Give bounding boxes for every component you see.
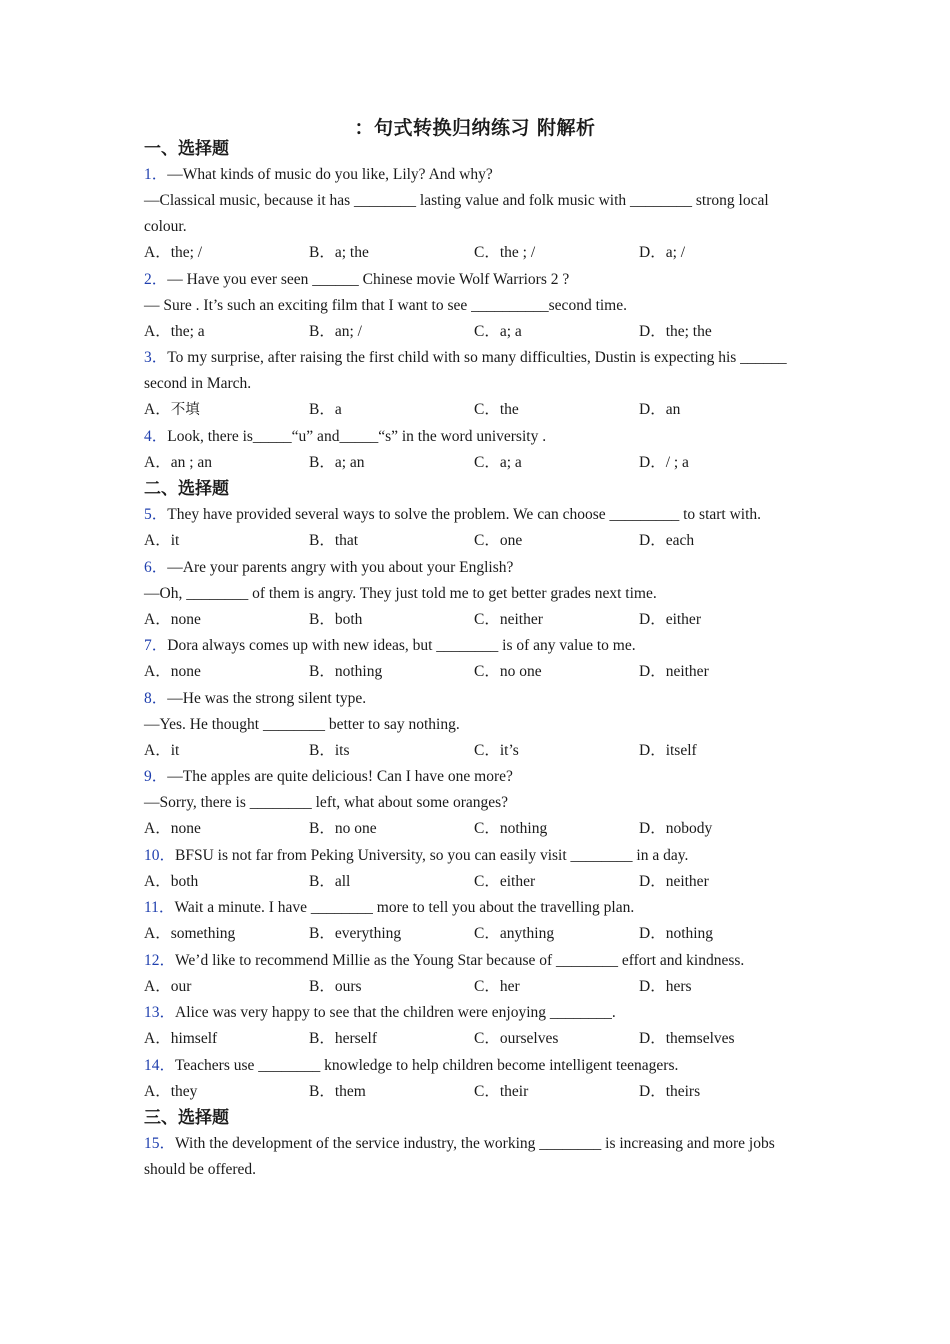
answer-option: D．hers <box>639 977 692 995</box>
question-text: —Sorry, there is ________ left, what about some oranges? <box>144 794 509 811</box>
question-list <box>144 136 804 1183</box>
answer-options <box>144 607 804 634</box>
answer-options <box>144 450 804 477</box>
question-number: 4． <box>144 427 168 445</box>
answer-option: A．it <box>144 532 180 549</box>
answer-options <box>144 397 804 424</box>
question-number: 12． <box>144 951 176 969</box>
section-heading: 三、选择题 <box>144 1108 229 1128</box>
question-text: They have provided several ways to solve the problem. We can choose _________ to start with. <box>167 506 762 523</box>
question-number: 10． <box>144 846 176 864</box>
question-line <box>144 1131 804 1183</box>
answer-option: B．a; an <box>309 453 365 471</box>
question-number: 9． <box>144 768 168 785</box>
question-line <box>144 843 804 869</box>
answer-option: D．theirs <box>639 1082 701 1100</box>
question-text: With the development of the service industry, the working ________ is increasing and more jobs should be offered. <box>144 1135 775 1178</box>
answer-options <box>144 659 804 686</box>
question-line <box>144 895 804 921</box>
answer-option: C．ourselves <box>474 1030 559 1047</box>
question-text: Alice was very happy to see that the children were enjoying ________. <box>175 1004 616 1021</box>
question-line <box>144 633 804 659</box>
question-number: 3． <box>144 349 168 366</box>
question-line <box>144 1000 804 1026</box>
question-number: 13． <box>144 1004 176 1021</box>
answer-options <box>144 921 804 948</box>
question-text: —What kinds of music do you like, Lily? And why? <box>167 166 493 183</box>
question-line <box>144 293 804 319</box>
answer-option: A．none <box>144 610 201 628</box>
question-number: 1． <box>144 166 168 183</box>
question-text: —Oh, ________ of them is angry. They just told me to get better grades next time. <box>144 584 657 602</box>
answer-option: A．both <box>144 872 199 890</box>
answer-option: C．nothing <box>474 820 548 837</box>
answer-option: D．each <box>639 532 695 549</box>
question-text: BFSU is not far from Peking University, so you can easily visit ________ in a day. <box>175 846 689 864</box>
question-text: Wait a minute. I have ________ more to tell you about the travelling plan. <box>174 899 635 916</box>
question-number: 2． <box>144 270 168 288</box>
question-text: We’d like to recommend Millie as the Young Star because of ________ effort and kindness. <box>175 951 745 969</box>
option-text: 不填 <box>170 402 200 418</box>
question-line <box>144 267 804 293</box>
answer-option: A．our <box>144 977 192 995</box>
question-number: 14． <box>144 1056 176 1074</box>
answer-option: A．they <box>144 1082 198 1100</box>
question-line <box>144 1053 804 1079</box>
answer-option: A．none <box>144 663 201 680</box>
answer-option: B．ours <box>309 977 362 995</box>
question-text: —The apples are quite delicious! Can I have one more? <box>167 768 513 785</box>
section-heading: 一、选择题 <box>144 139 229 159</box>
question-text: —Yes. He thought ________ better to say nothing. <box>144 715 460 733</box>
answer-option: D．a; / <box>639 244 686 261</box>
answer-option: A．it <box>144 741 180 759</box>
question-line <box>144 764 804 790</box>
answer-option: D．nobody <box>639 820 713 837</box>
question-number: 5． <box>144 506 168 523</box>
answer-option: A．an ; an <box>144 453 213 471</box>
answer-option: C．her <box>474 977 520 995</box>
answer-options <box>144 528 804 555</box>
question-line <box>144 555 804 581</box>
section-heading: 二、选择题 <box>144 479 229 499</box>
question-line <box>144 686 804 712</box>
question-number: 15． <box>144 1135 176 1152</box>
answer-option: B．that <box>309 532 359 549</box>
answer-option: B．nothing <box>309 663 383 680</box>
question-line <box>144 345 804 397</box>
answer-options <box>144 240 804 267</box>
answer-option: C．the <box>474 401 519 418</box>
answer-option: D．itself <box>639 741 697 759</box>
answer-option: A．the; / <box>144 244 203 261</box>
question-text: To my surprise, after raising the first child with so many difficulties, Dustin is expecting his ______ second in March. <box>144 349 787 392</box>
answer-option: A．himself <box>144 1030 218 1047</box>
answer-option: C．a; a <box>474 322 522 340</box>
answer-options <box>144 869 804 896</box>
document-title: ：句式转换归纳练习 附解析 <box>354 117 596 139</box>
question-line <box>144 948 804 974</box>
question-line <box>144 581 804 607</box>
answer-option: B．them <box>309 1082 366 1100</box>
answer-option: C．the ; / <box>474 244 536 261</box>
question-text: — Have you ever seen ______ Chinese movie Wolf Warriors 2 ? <box>167 270 570 288</box>
question-line <box>144 712 804 738</box>
question-line <box>144 790 804 816</box>
answer-option: D．themselves <box>639 1030 735 1047</box>
answer-option: C．their <box>474 1082 529 1100</box>
answer-option: D．nothing <box>639 925 714 942</box>
question-text: Look, there is_____“u” and_____“s” in the word university . <box>167 427 547 445</box>
question-line <box>144 162 804 188</box>
question-text: —He was the strong silent type. <box>167 689 367 707</box>
answer-option: B．no one <box>309 820 377 837</box>
answer-option: C．a; a <box>474 453 522 471</box>
answer-option: B．both <box>309 610 363 628</box>
answer-option: A．the; a <box>144 322 205 340</box>
answer-option: D．/ ; a <box>639 453 689 471</box>
answer-option: C．no one <box>474 663 542 680</box>
question-number: 6． <box>144 558 168 576</box>
question-number: 8． <box>144 689 168 707</box>
answer-option: C．one <box>474 532 523 549</box>
question-number: 11． <box>144 899 175 916</box>
answer-option: B．everything <box>309 925 402 942</box>
answer-option: B．herself <box>309 1030 378 1047</box>
answer-options <box>144 1026 804 1053</box>
answer-option: A．none <box>144 820 201 837</box>
answer-option: B．a <box>309 401 342 418</box>
answer-option: C．either <box>474 872 536 890</box>
answer-option: D．an <box>639 401 681 418</box>
answer-options <box>144 974 804 1001</box>
question-text: —Are your parents angry with you about your English? <box>167 558 514 576</box>
answer-options <box>144 1079 804 1106</box>
answer-option: D．either <box>639 610 701 628</box>
question-text: —Classical music, because it has ________ lasting value and folk music with ________ strong local colour. <box>144 192 769 235</box>
question-number: 7． <box>144 637 168 654</box>
question-text: Dora always comes up with new ideas, but ________ is of any value to me. <box>167 637 636 654</box>
answer-options <box>144 816 804 843</box>
question-line <box>144 502 804 528</box>
question-text: Teachers use ________ knowledge to help children become intelligent teenagers. <box>175 1056 679 1074</box>
answer-option: A．不填 <box>144 401 200 418</box>
question-line <box>144 188 804 240</box>
answer-option: D．neither <box>639 663 709 680</box>
answer-option: D．the; the <box>639 322 712 340</box>
answer-option: C．neither <box>474 610 543 628</box>
answer-option: B．a; the <box>309 244 369 261</box>
answer-option: D．neither <box>639 872 709 890</box>
answer-option: C．it’s <box>474 741 519 759</box>
answer-option: B．its <box>309 741 350 759</box>
answer-option: B．all <box>309 872 351 890</box>
answer-options <box>144 319 804 346</box>
question-line <box>144 424 804 450</box>
question-text: — Sure . It’s such an exciting film that I want to see __________second time. <box>144 296 627 314</box>
answer-option: C．anything <box>474 925 555 942</box>
answer-options <box>144 738 804 765</box>
answer-option: B．an; / <box>309 322 362 340</box>
answer-option: A．something <box>144 925 236 942</box>
